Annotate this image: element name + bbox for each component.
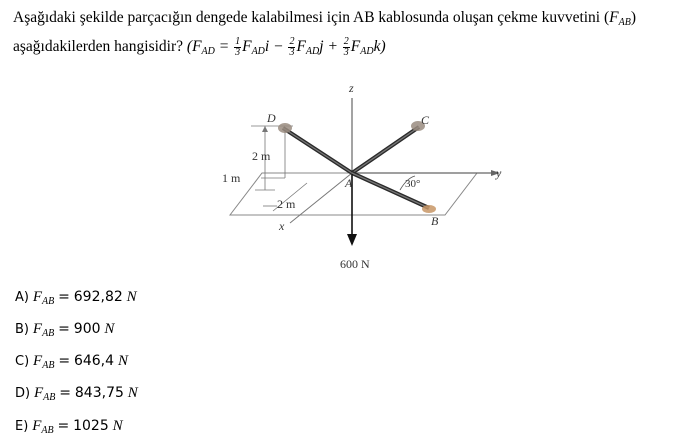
figure-canvas [215, 78, 515, 273]
anchor-b [422, 205, 436, 213]
label-angle: 30° [405, 178, 421, 190]
label-2m-horizontal: 2 m [277, 197, 296, 211]
question-text [13, 6, 683, 64]
option-c[interactable]: C) $F_{AB} = 646,4$ N [15, 353, 128, 371]
option-d[interactable]: D) $F_{AB} = 843,75$ N [15, 385, 138, 403]
cable-ad-highlight [283, 128, 352, 173]
option-b[interactable]: B) $F_{AB} = 900$ N [15, 321, 115, 339]
question-line-2 [13, 35, 683, 64]
question-sentence-1: Aşağıdaki şekilde parçacığın dengede kalabilmesi için AB kablosunda oluşan çekme kuvvetini [13, 9, 601, 26]
fraction-2: $\frac{2}{3}$ [289, 35, 295, 58]
option-e[interactable]: E) $F_{AB} = 1025$ N [15, 418, 123, 436]
label-2m-vertical: 2 m [252, 149, 271, 163]
cable-ac-highlight [352, 127, 419, 173]
statics-figure [215, 78, 515, 273]
question-sentence-2: aşağıdakilerden hangisidir? [13, 38, 184, 55]
target-symbol: $F_{AB}$ [609, 9, 631, 28]
label-force: 600 N [340, 257, 370, 271]
label-b: B [431, 214, 439, 228]
fraction-3: $\frac{2}{3}$ [343, 35, 349, 58]
fraction-1: $\frac{1}{3}$ [235, 35, 241, 58]
force-arrowhead [347, 234, 357, 246]
label-1m: 1 m [222, 171, 241, 185]
d-dimension-arrow [262, 126, 268, 132]
fad-formula: ($F_{AD}$ = $\frac{1}{3}$ $F_{AD}i$ − $\frac{2}{3}$ $F_{AD}j$ + $\frac{2}{3}$ $F_{AD}k$) [186, 35, 386, 58]
label-d: D [267, 111, 276, 125]
label-z: z [349, 81, 354, 95]
option-a[interactable]: A) $F_{AB} = 692,82$ N [15, 289, 137, 307]
anchor-d [278, 123, 292, 133]
label-x: x [279, 219, 285, 233]
question-line-1: Aşağıdaki şekilde parçacığın dengede kalabilmesi için AB kablosunda oluşan çekme kuvvetini $(F_{AB})$ [13, 9, 637, 28]
label-a: A [345, 176, 353, 190]
label-y: y [496, 166, 502, 180]
xy-plane [230, 173, 477, 215]
label-c: C [421, 113, 430, 127]
